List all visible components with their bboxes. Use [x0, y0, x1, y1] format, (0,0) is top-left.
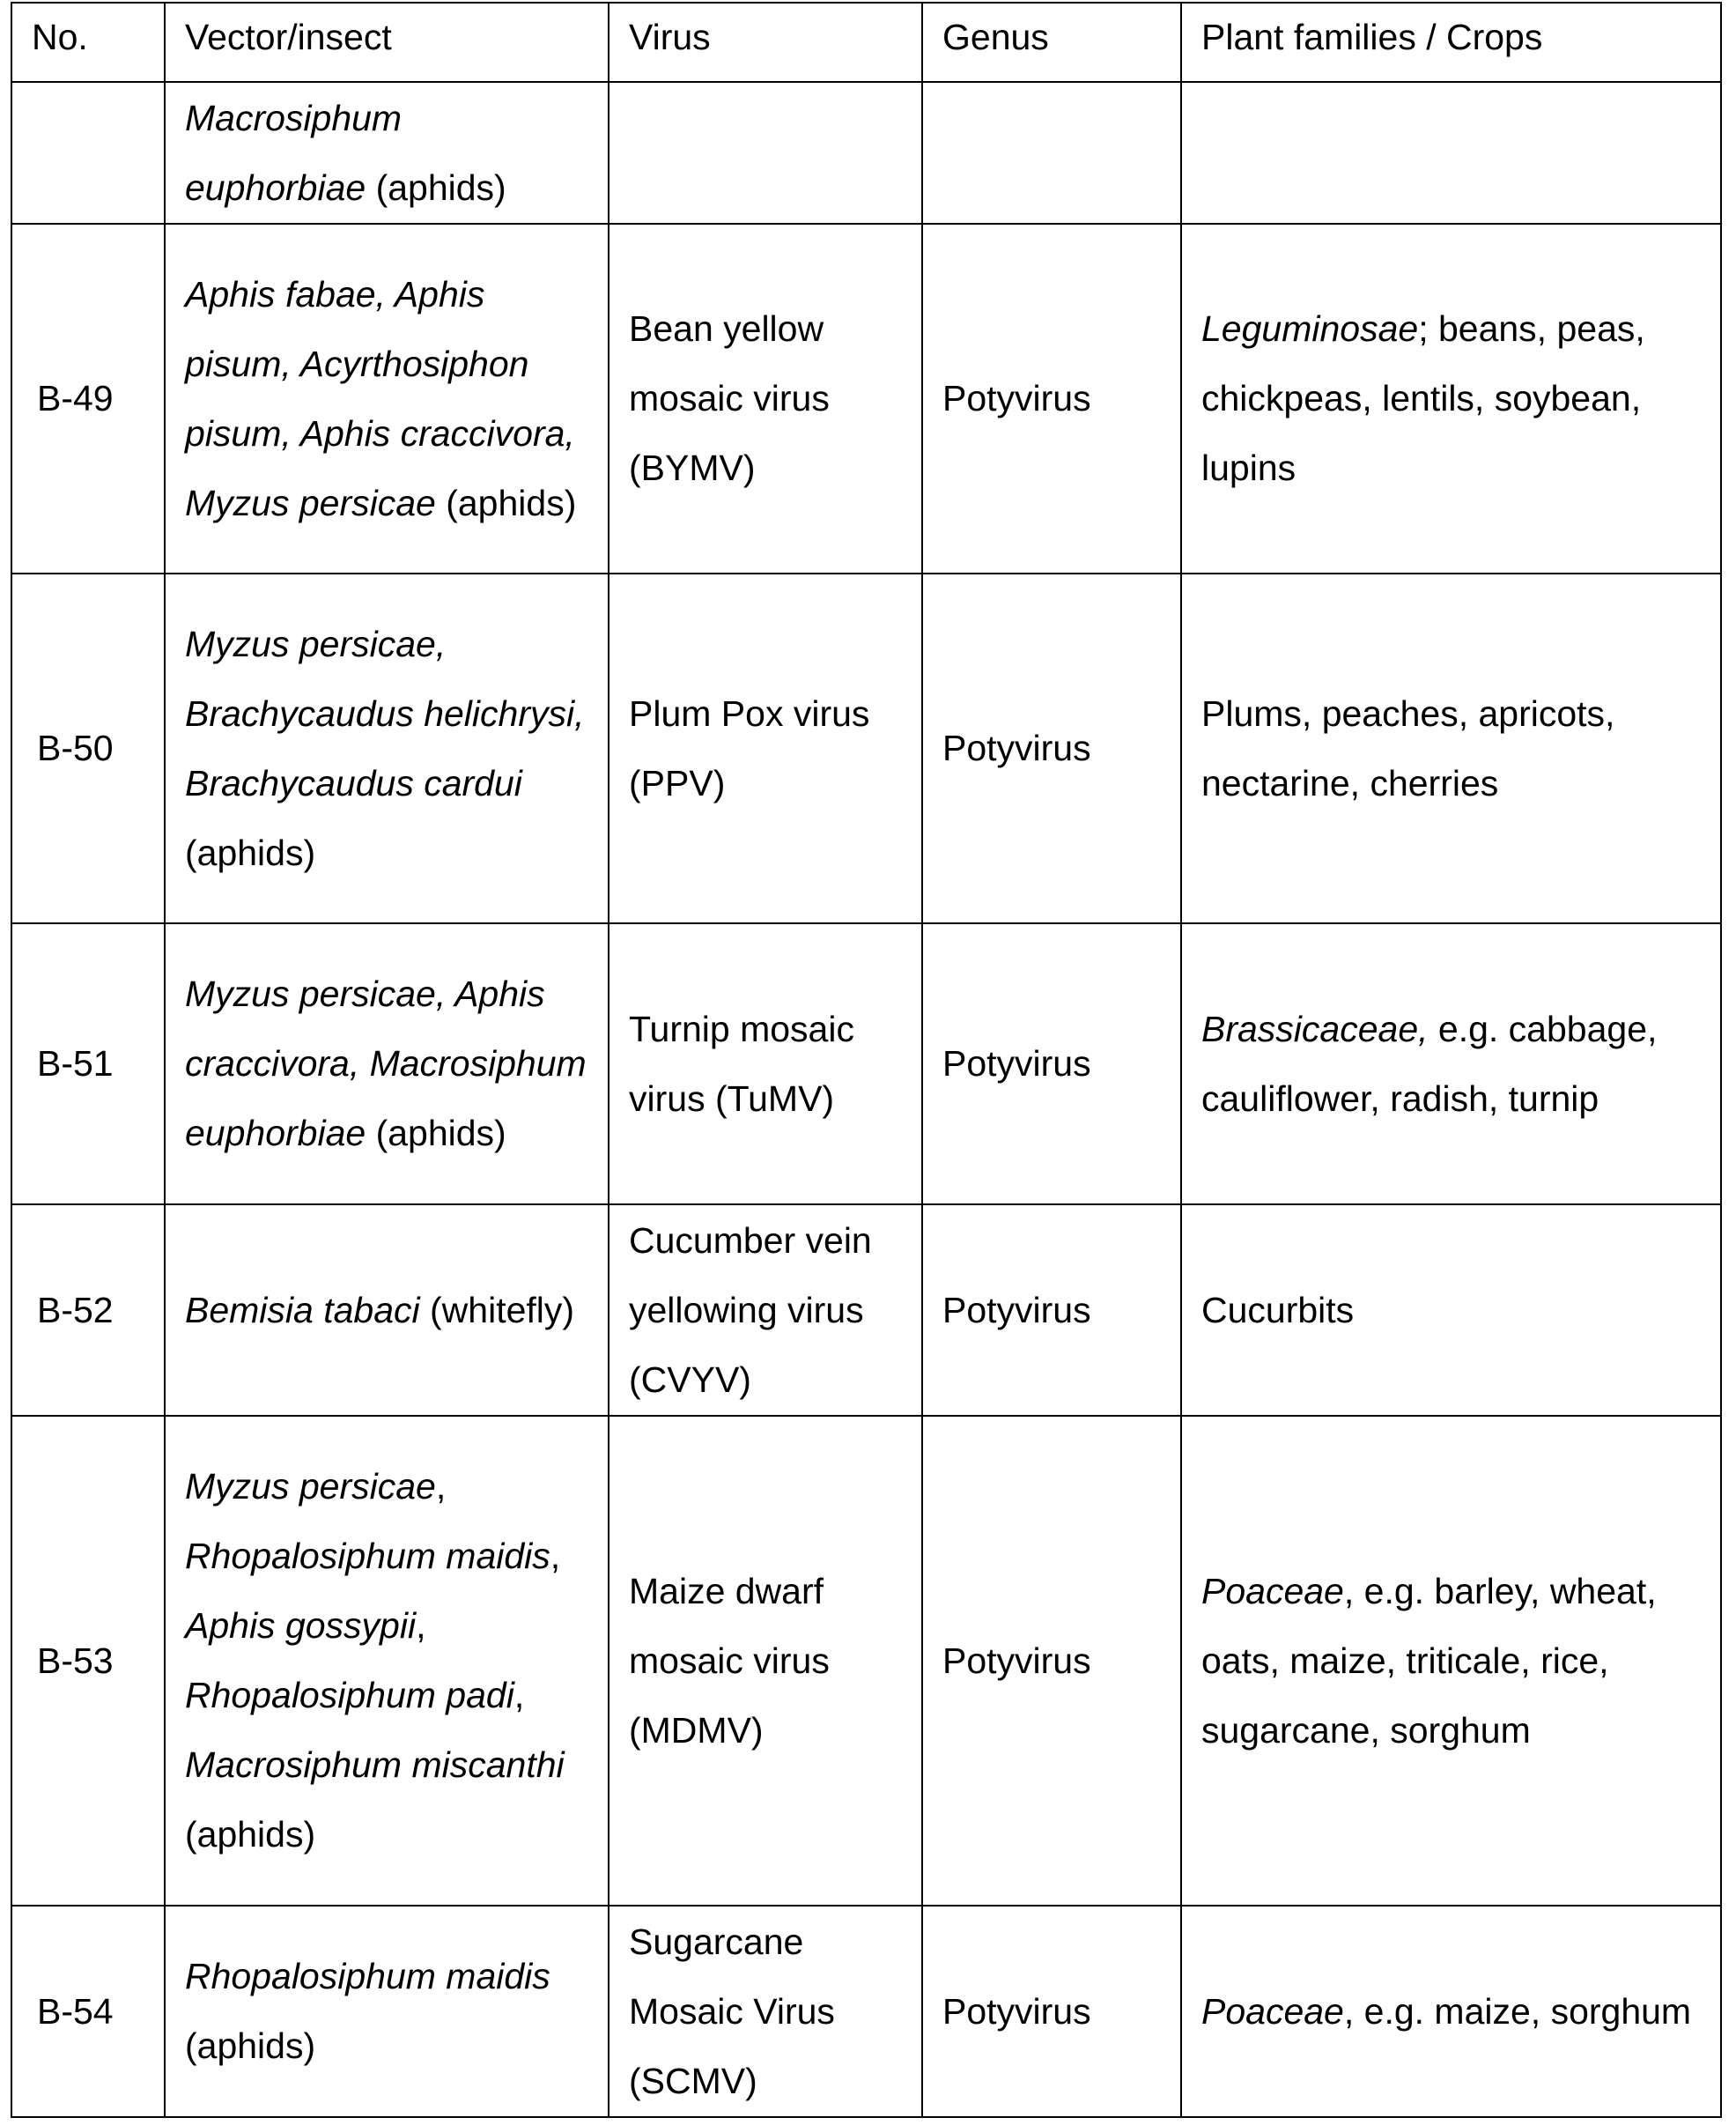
cell-vector [165, 82, 609, 224]
italic-text: Myzus persicae, Aphis craccivora, Macrosiphum euphorbiae [185, 974, 587, 1153]
cell-no: B-52 [11, 1204, 165, 1416]
italic-text: Myzus persicae, Brachycaudus helichrysi, Brachycaudus cardui [185, 624, 584, 803]
italic-text: Myzus persicae [185, 1466, 436, 1507]
table-row [11, 1416, 1721, 1906]
text: (aphids) [185, 2025, 315, 2066]
italic-text: Macrosiphum euphorbiae [185, 98, 402, 208]
header-row [11, 3, 1721, 82]
cell-genus [922, 82, 1181, 224]
text: e.g. cabbage, cauliflower, radish, turnip [1201, 1009, 1657, 1119]
text: ; beans, peas, chickpeas, lentils, soybean, lupins [1201, 308, 1645, 488]
cell-virus: Sugarcane Mosaic Virus (SCMV) [609, 1906, 922, 2117]
italic-text: Poaceae [1201, 1991, 1344, 2032]
cell-virus: Bean yellow mosaic virus (BYMV) [609, 224, 922, 574]
cell-virus [609, 82, 922, 224]
italic-text: Bemisia tabaci [185, 1290, 420, 1330]
header-vector: Vector/insect [165, 3, 609, 82]
italic-text: Leguminosae [1201, 308, 1418, 349]
cell-vector [165, 224, 609, 574]
italic-text: Rhopalosiphum padi [185, 1675, 514, 1715]
cell-vector [165, 923, 609, 1204]
cell-no: B-50 [11, 574, 165, 923]
text: Cucurbits [1201, 1290, 1354, 1330]
cell-vector [165, 574, 609, 923]
cell-plants [1181, 82, 1721, 224]
italic-text: Brassicaceae, [1201, 1009, 1429, 1049]
header-virus: Virus [609, 3, 922, 82]
cell-plants [1181, 224, 1721, 574]
header-plants: Plant families / Crops [1181, 3, 1721, 82]
cell-genus: Potyvirus [922, 224, 1181, 574]
italic-text: Aphis fabae, Aphis pisum, Acyrthosiphon pisum, Aphis craccivora, Myzus persicae [185, 274, 575, 523]
virus-vector-table [11, 2, 1722, 2118]
cell-no: B-51 [11, 923, 165, 1204]
header-genus: Genus [922, 3, 1181, 82]
text: (aphids) [185, 833, 315, 873]
cell-plants [1181, 1416, 1721, 1906]
table-row [11, 1204, 1721, 1416]
cell-no [11, 82, 165, 224]
cell-no: B-53 [11, 1416, 165, 1906]
text: , e.g. barley, wheat, oats, maize, triticale, rice, sugarcane, sorghum [1201, 1571, 1657, 1751]
text: , [416, 1605, 425, 1646]
italic-text: Aphis gossypii [185, 1605, 416, 1646]
cell-genus: Potyvirus [922, 1416, 1181, 1906]
table-row [11, 1906, 1721, 2117]
table-row [11, 923, 1721, 1204]
text: , e.g. maize, sorghum [1344, 1991, 1691, 2032]
cell-plants [1181, 574, 1721, 923]
text: (aphids) [185, 1814, 315, 1855]
cell-genus: Potyvirus [922, 923, 1181, 1204]
text: , [514, 1675, 524, 1715]
text: Plums, peaches, apricots, nectarine, cherries [1201, 693, 1614, 803]
italic-text: Rhopalosiphum maidis [185, 1956, 550, 1996]
cell-plants [1181, 1204, 1721, 1416]
cell-genus: Potyvirus [922, 1204, 1181, 1416]
table-row [11, 224, 1721, 574]
cell-plants [1181, 1906, 1721, 2117]
cell-no: B-49 [11, 224, 165, 574]
text: (aphids) [436, 483, 577, 523]
table-row [11, 574, 1721, 923]
text: (whitefly) [420, 1290, 574, 1330]
cell-vector [165, 1204, 609, 1416]
header-no: No. [11, 3, 165, 82]
text: (aphids) [366, 167, 506, 208]
cell-virus: Turnip mosaic virus (TuMV) [609, 923, 922, 1204]
cell-vector [165, 1416, 609, 1906]
table-row [11, 82, 1721, 224]
cell-virus: Plum Pox virus (PPV) [609, 574, 922, 923]
cell-genus: Potyvirus [922, 1906, 1181, 2117]
text: , [550, 1536, 560, 1576]
cell-vector [165, 1906, 609, 2117]
italic-text: Macrosiphum miscanthi [185, 1744, 565, 1785]
cell-virus: Cucumber vein yellowing virus (CVYV) [609, 1204, 922, 1416]
italic-text: Rhopalosiphum maidis [185, 1536, 550, 1576]
cell-plants [1181, 923, 1721, 1204]
text: (aphids) [366, 1113, 506, 1153]
italic-text: Poaceae [1201, 1571, 1344, 1611]
cell-no: B-54 [11, 1906, 165, 2117]
cell-genus: Potyvirus [922, 574, 1181, 923]
text: , [436, 1466, 446, 1507]
cell-virus: Maize dwarf mosaic virus (MDMV) [609, 1416, 922, 1906]
